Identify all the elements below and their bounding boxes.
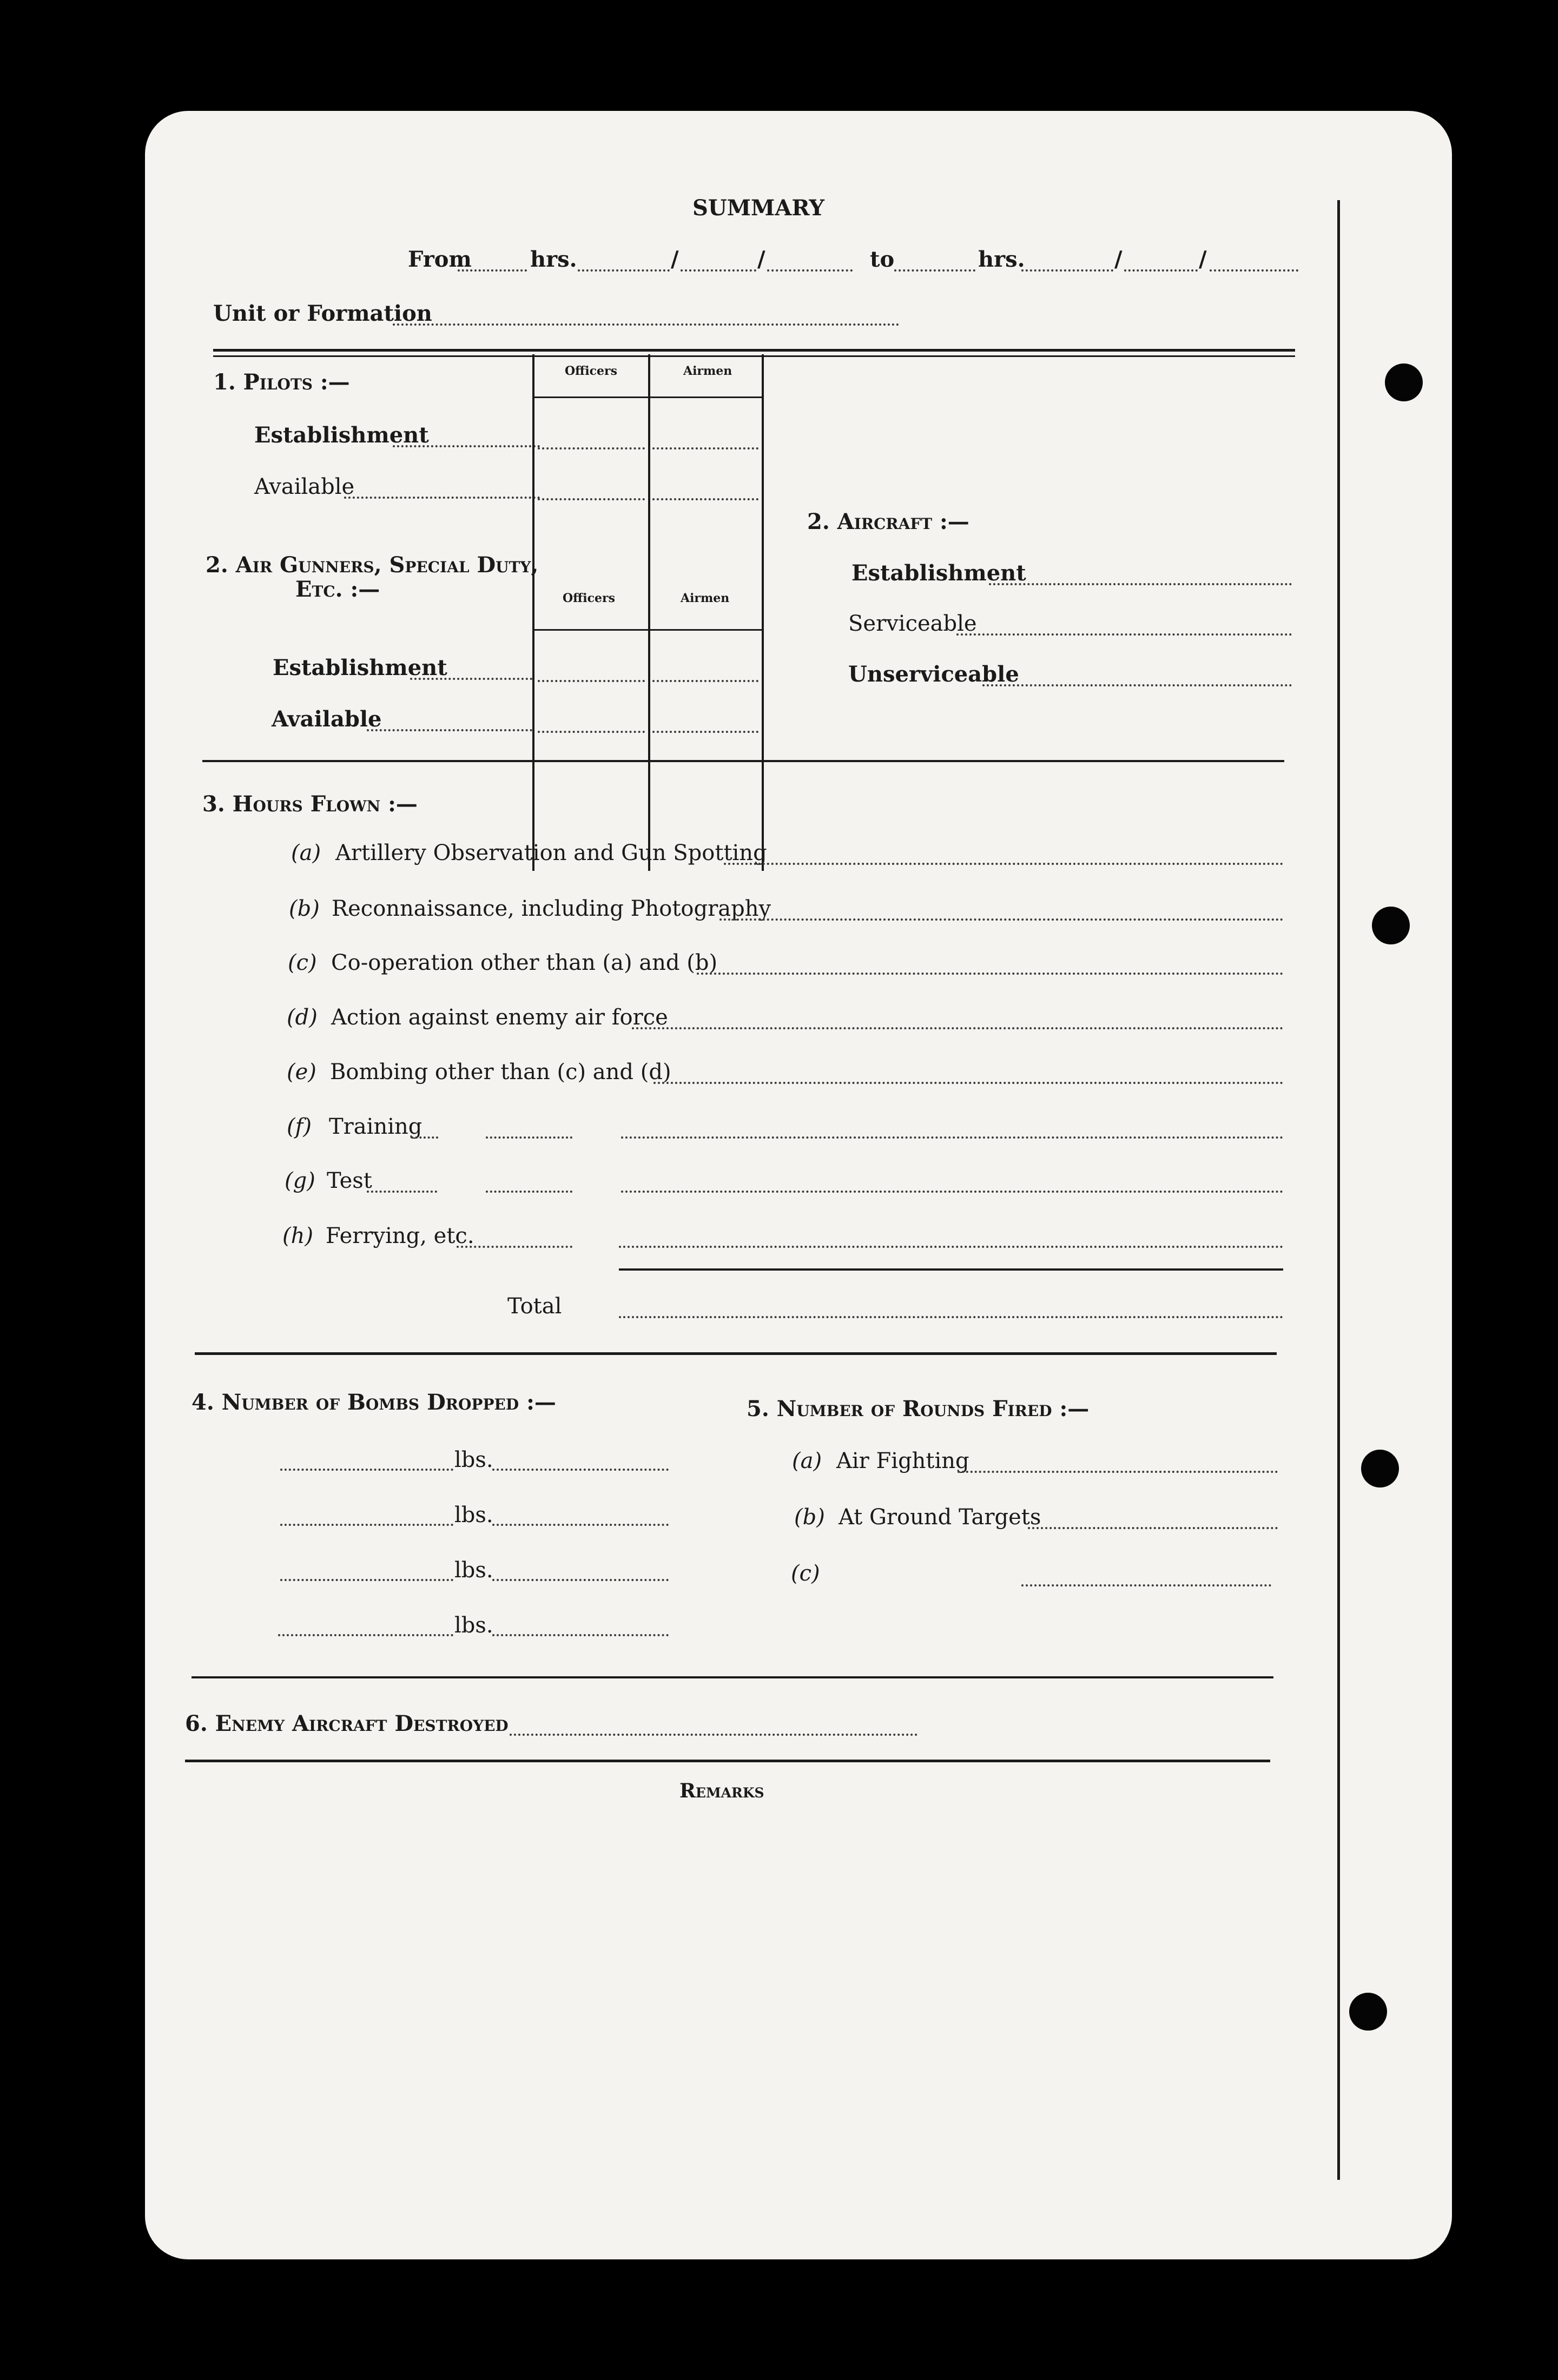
pilots-table-right: [762, 354, 764, 871]
slash-2: /: [757, 247, 765, 272]
from-month-field[interactable]: [681, 269, 756, 272]
hours-h-col1[interactable]: [457, 1246, 572, 1248]
slash-4: /: [1199, 247, 1207, 272]
to-field[interactable]: [894, 269, 975, 272]
punch-hole-2: [1372, 907, 1410, 944]
rounds-c-field[interactable]: [1021, 1584, 1271, 1586]
hours-a-field[interactable]: [724, 863, 1283, 865]
rounds-b-letter: (b): [794, 1505, 825, 1530]
bombs-count-2[interactable]: [492, 1524, 669, 1526]
pilots-est-officers-cell[interactable]: [538, 447, 645, 449]
hours-g-letter: (g): [285, 1168, 315, 1193]
remarks-heading: Remarks: [679, 1780, 764, 1802]
to-year-field[interactable]: [1210, 269, 1298, 272]
hours-e-field[interactable]: [653, 1082, 1283, 1084]
rounds-a-letter: (a): [792, 1449, 822, 1473]
enemy-field[interactable]: [510, 1734, 917, 1736]
gunners-avail-officers-cell[interactable]: [538, 731, 645, 733]
hours-total-field[interactable]: [619, 1316, 1283, 1318]
bombs-count-4[interactable]: [492, 1634, 669, 1636]
bombs-qty-2[interactable]: [280, 1524, 453, 1526]
section-divider-3: [192, 1676, 1273, 1678]
gunners-col-airmen: Airmen: [681, 591, 730, 605]
hours-b-letter: (b): [289, 896, 320, 921]
hours-a-text: Artillery Observation and Gun Spotting: [335, 841, 767, 865]
page-title: SUMMARY: [692, 195, 824, 221]
rounds-b-field[interactable]: [1028, 1527, 1278, 1529]
from-day-field[interactable]: [578, 269, 670, 272]
hours-a-letter: (a): [291, 841, 321, 865]
hours-total-rule: [619, 1268, 1283, 1271]
rounds-c-letter: (c): [791, 1561, 820, 1586]
hours-h-text: Ferrying, etc.: [326, 1224, 474, 1248]
section-divider-4: [185, 1760, 1270, 1762]
punch-hole-4: [1349, 1993, 1387, 2031]
from-year-field[interactable]: [767, 269, 853, 272]
gunners-establishment-label: Establishment: [273, 655, 447, 680]
aircraft-establishment-label: Establishment: [851, 560, 1026, 586]
bombs-unit-3: lbs.: [454, 1558, 493, 1583]
pilots-establishment-dots: [393, 445, 540, 447]
gunners-establishment-dots: [410, 678, 532, 680]
to-label: to: [870, 247, 895, 272]
to-month-field[interactable]: [1124, 269, 1198, 272]
gunners-est-airmen-cell[interactable]: [652, 680, 758, 682]
bombs-count-1[interactable]: [492, 1469, 669, 1471]
hours-f-letter: (f): [287, 1114, 312, 1139]
rounds-a-field[interactable]: [958, 1471, 1278, 1473]
hours-total-label: Total: [507, 1294, 562, 1319]
hours-e-text: Bombing other than (c) and (d): [330, 1060, 671, 1085]
hours-flown-heading: 3. Hours Flown :—: [202, 791, 418, 817]
air-gunners-heading-2: Etc. :—: [295, 577, 380, 602]
header-divider: [213, 349, 1295, 352]
remarks-area[interactable]: [188, 1815, 1324, 2193]
rounds-b-text: At Ground Targets: [839, 1505, 1041, 1530]
form-sheet: [145, 111, 1452, 2259]
hours-h-col2[interactable]: [619, 1246, 1283, 1248]
hours-g-text: Test: [327, 1168, 372, 1193]
pilots-col-officers: Officers: [565, 364, 617, 378]
gunners-col-officers: Officers: [563, 591, 615, 605]
pilots-table-left: [532, 354, 534, 871]
gunners-avail-airmen-cell[interactable]: [652, 731, 758, 733]
hours-g-dots: [367, 1191, 437, 1193]
gunners-available-label: Available: [272, 706, 382, 732]
pilots-establishment-label: Establishment: [254, 422, 429, 448]
pilots-heading: 1. Pilots :—: [213, 369, 350, 395]
to-day-field[interactable]: [1021, 269, 1113, 272]
gunners-table-header-rule: [533, 629, 763, 631]
bombs-qty-3[interactable]: [280, 1579, 453, 1581]
pilots-avail-officers-cell[interactable]: [538, 498, 645, 500]
unit-label: Unit or Formation: [213, 301, 432, 326]
section-divider-2: [195, 1352, 1277, 1355]
bombs-heading: 4. Number of Bombs Dropped :—: [192, 1390, 556, 1415]
hrs2-label: hrs.: [978, 247, 1025, 272]
aircraft-serviceable-field[interactable]: [956, 633, 1292, 636]
gunners-available-dots: [367, 729, 532, 731]
hours-d-letter: (d): [287, 1005, 318, 1030]
rounds-heading: 5. Number of Rounds Fired :—: [747, 1396, 1090, 1422]
aircraft-heading: 2. Aircraft :—: [807, 509, 969, 534]
hours-f-text: Training: [329, 1114, 422, 1139]
hours-f-dots: [411, 1136, 438, 1139]
hours-d-text: Action against enemy air force: [331, 1005, 668, 1030]
aircraft-establishment-field[interactable]: [989, 583, 1292, 585]
header-divider-2: [213, 355, 1295, 357]
hours-b-field[interactable]: [719, 918, 1283, 921]
gunners-est-officers-cell[interactable]: [538, 680, 645, 682]
hrs-label: hrs.: [530, 247, 577, 272]
hours-g-col1[interactable]: [486, 1191, 572, 1193]
air-gunners-heading: 2. Air Gunners, Special Duty,: [206, 552, 539, 578]
punch-hole-1: [1385, 363, 1423, 401]
pilots-table-header-rule: [533, 396, 763, 398]
rounds-a-text: Air Fighting: [836, 1449, 969, 1473]
hours-h-letter: (h): [282, 1224, 313, 1248]
slash-1: /: [671, 247, 679, 272]
enemy-heading: 6. Enemy Aircraft Destroyed: [185, 1711, 509, 1736]
pilots-est-airmen-cell[interactable]: [652, 447, 758, 449]
hours-c-letter: (c): [288, 950, 317, 975]
unit-field[interactable]: [393, 323, 899, 326]
punch-hole-3: [1361, 1450, 1399, 1488]
hours-f-col2[interactable]: [621, 1136, 1283, 1139]
bombs-qty-4[interactable]: [278, 1634, 453, 1636]
section-divider-1: [202, 760, 1284, 762]
bombs-unit-2: lbs.: [454, 1503, 493, 1528]
aircraft-unserviceable-label: Unserviceable: [848, 662, 1019, 687]
aircraft-serviceable-label: Serviceable: [848, 611, 977, 636]
pilots-available-label: Available: [254, 474, 355, 499]
aircraft-unserviceable-field[interactable]: [982, 684, 1292, 686]
hours-c-field[interactable]: [697, 973, 1283, 975]
pilots-table-mid: [648, 354, 650, 871]
pilots-available-dots: [344, 497, 540, 499]
from-label: From: [408, 247, 472, 272]
hours-b-text: Reconnaissance, including Photography: [332, 896, 771, 921]
bombs-qty-1[interactable]: [280, 1469, 453, 1471]
hours-g-col2[interactable]: [621, 1191, 1283, 1193]
margin-line: [1337, 200, 1340, 2180]
from-field[interactable]: [458, 269, 527, 272]
hours-c-text: Co-operation other than (a) and (b): [331, 950, 718, 975]
hours-d-field[interactable]: [632, 1027, 1283, 1029]
bombs-count-3[interactable]: [492, 1579, 669, 1581]
bombs-unit-4: lbs.: [454, 1613, 493, 1638]
pilots-avail-airmen-cell[interactable]: [652, 498, 758, 500]
bombs-unit-1: lbs.: [454, 1447, 493, 1472]
hours-f-col1[interactable]: [486, 1136, 572, 1139]
pilots-col-airmen: Airmen: [683, 364, 732, 378]
slash-3: /: [1114, 247, 1123, 272]
hours-e-letter: (e): [287, 1060, 316, 1085]
